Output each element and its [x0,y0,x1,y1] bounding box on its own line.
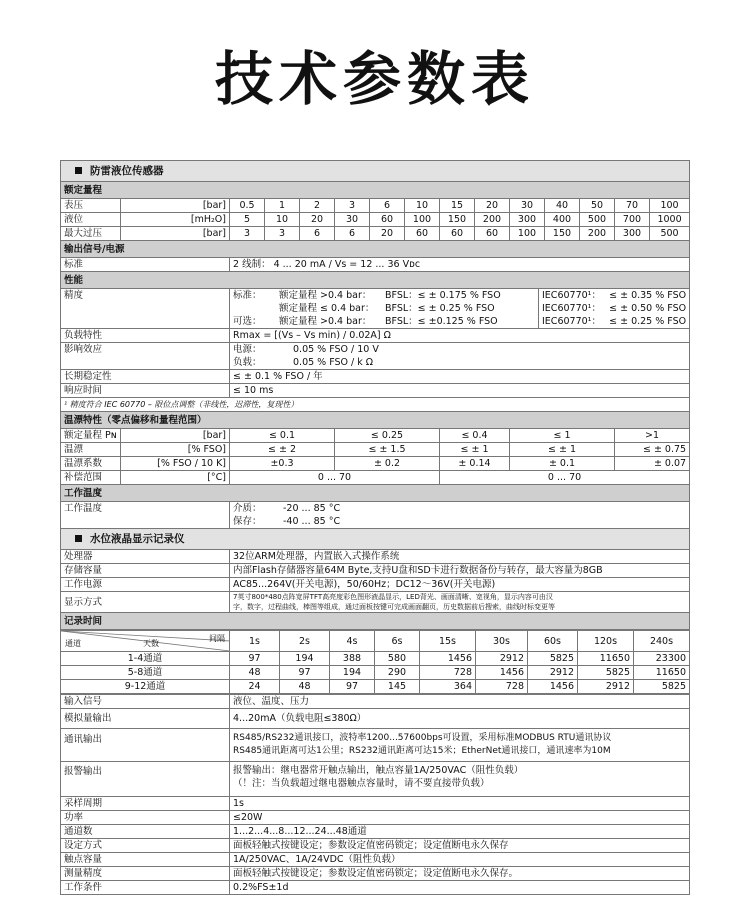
row-optemp: 工作温度 介质： -20 ... 85 °C 保存： -40 ... 85 °C [61,502,690,529]
recorder-spec-table [60,694,690,895]
row-analog: 模拟量输出 4...20mA（负载电阻≤380Ω） [61,709,690,729]
record-row-3: 9-12通道 24 48 97 145 364 728 1456 2912 5825 [61,680,690,694]
row-footnote: ¹ 精度符合 IEC 60770 – 限位点调整（非线性，迟滞性，复现性） [61,398,690,412]
spec-table [60,160,690,630]
row-setmode: 设定方式 面板轻触式按键设定；参数设定值密码锁定；设定值断电永久保存 [61,839,690,853]
row-display: 显示方式 7英寸800*480点阵宽屏TFT高亮度彩色图形液晶显示，LED背光、画面清晰、宽视角，显示内容可由汉 字，数字，过程曲线，棒图等组成，通过面板按键可完成画面翻页，历史数据前后搜索，曲线时标变更等 [61,592,690,613]
row-accuracy: 精度 标准： 额定量程 >0.4 bar： BFSL：≤ ± 0.175 % FSO IEC60770¹： ≤ ± 0.35 % FSO 额定量程 ≤ 0.4 bar： BFSL：≤ ± 0.25 % FSO IEC60770¹： ≤ ± 0.50 % FSO 可选： 额定量程 >0.4 bar： BFSL：≤ ±0.125 % FSO IEC60770¹： ≤ ± 0.25 % FSO [61,289,690,329]
header-op-temp: 工作温度 [61,485,690,502]
section-recorder [61,529,690,550]
accuracy-line-1: 标准： 额定量程 >0.4 bar： BFSL：≤ ± 0.175 % FSO IEC60770¹： ≤ ± 0.35 % FSO [233,290,687,301]
row-powercons: 功率 ≤20W [61,811,690,825]
record-header-row: 间隔 通道 天数 1s 2s 4s 6s 15s 30s 60s 120s 240s [61,631,690,652]
record-row-1: 1-4通道 97 194 388 580 1456 2912 5825 11650 23300 [61,652,690,666]
row-cond: 工作条件 0.2%FS±1d [61,881,690,895]
record-table [60,630,690,694]
row-storage: 存储容量 内部Flash存储器容量64M Byte,支持U盘和SD卡进行数据备份与转存，最大容量为8GB [61,564,690,578]
row-sample: 采样周期 1s [61,797,690,811]
row-influence: 影响效应 电源： 0.05 % FSO / 10 V 负载： 0.05 % FSO / k Ω [61,343,690,370]
row-load: 负载特性 Rmax = [(Vs – Vs min) / 0.02A] Ω [61,329,690,343]
section-lightning-sensor [61,161,690,182]
row-level: 液位 [mH₂O] 5 10 20 30 60 100 150 200 300 400 500 700 1000 [61,213,690,227]
diagonal-header: 间隔 通道 天数 [61,631,229,651]
spec-sheet [60,160,689,895]
row-gauge: 表压 [bar] 0.5 1 2 3 6 10 15 20 30 40 50 70 100 [61,199,690,213]
section-title: 水位液晶显示记录仪 [90,532,185,545]
row-standard: 标准 2 线制： 4 ... 20 mA / Vs = 12 ... 36 Vᴅᴄ [61,258,690,272]
row-channels: 通道数 1...2...4...8...12...24...48通道 [61,825,690,839]
row-processor: 处理器 32位ARM处理器，内置嵌入式操作系统 [61,550,690,564]
header-output: 输出信号/电源 [61,241,690,258]
header-temp-drift: 温漂特性（零点偏移和量程范围） [61,412,690,429]
row-comm: 通讯输出 RS485/RS232通讯接口，波特率1200...57600bps可设置，采用标准MODBUS RTU通讯协议 RS485通讯距离可达1公里；RS232通讯距离可达15米；EtherNet通讯接口，通讯速率为10M [61,729,690,762]
row-nominal: 额定量程 Pɴ [bar] ≤ 0.1 ≤ 0.25 ≤ 0.4 ≤ 1 >1 [61,429,690,443]
accuracy-line-2: 额定量程 ≤ 0.4 bar： BFSL：≤ ± 0.25 % FSO IEC60770¹： ≤ ± 0.50 % FSO [279,303,687,314]
row-alarm: 报警输出 报警输出：继电器常开触点输出，触点容量1A/250VAC（阻性负载） （！注：当负载超过继电器触点容量时，请不要直接带负载） [61,762,690,797]
row-power: 工作电源 AC85...264V(开关电源)，50/60Hz；DC12～36V(开关电源) [61,578,690,592]
row-comp: 补偿范围 [°C] 0 ... 70 0 ... 70 [61,471,690,485]
section-title: 防雷液位传感器 [90,164,164,177]
record-row-2: 5-8通道 48 97 194 290 728 1456 2912 5825 11650 [61,666,690,680]
header-performance: 性能 [61,272,690,289]
row-contact: 触点容量 1A/250VAC、1A/24VDC（阻性负载） [61,853,690,867]
header-range: 额定量程 [61,182,690,199]
row-stability: 长期稳定性 ≤ ± 0.1 % FSO / 年 [61,370,690,384]
accuracy-line-3: 可选： 额定量程 >0.4 bar： BFSL：≤ ±0.125 % FSO IEC60770¹： ≤ ± 0.25 % FSO [233,316,687,327]
row-drift: 温漂 [% FSO] ≤ ± 2 ≤ ± 1.5 ≤ ± 1 ≤ ± 1 ≤ ± 0.75 [61,443,690,457]
row-meas: 测量精度 面板轻触式按键设定；参数设定值密码锁定；设定值断电永久保存。 [61,867,690,881]
row-response: 响应时间 ≤ 10 ms [61,384,690,398]
header-record: 记录时间 [61,613,690,630]
page-title: 技术参数表 [214,45,535,113]
row-input: 输入信号 液位、温度、压力 [61,695,690,709]
row-tc: 温漂系数 [% FSO / 10 K] ±0.3 ± 0.2 ± 0.14 ± 0.1 ± 0.07 [61,457,690,471]
row-overpressure: 最大过压 [bar] 3 3 6 6 20 60 60 60 100 150 200 300 500 [61,227,690,241]
